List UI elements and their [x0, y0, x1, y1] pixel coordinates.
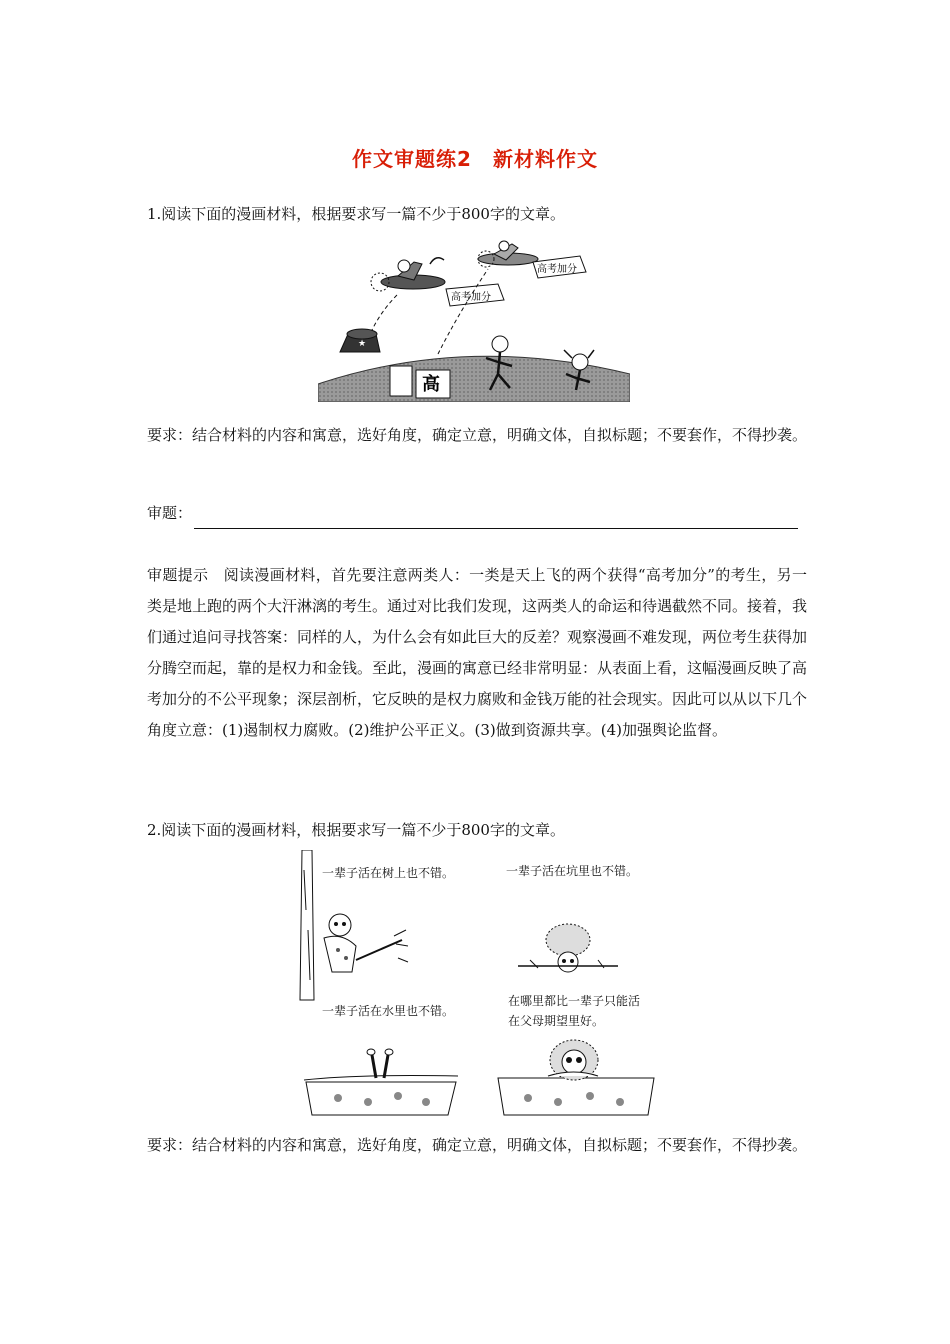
- blank-answer-line[interactable]: [194, 506, 798, 529]
- plane-left-icon: [371, 258, 445, 291]
- question-2-requirement: 要求：结合材料的内容和寓意，选好角度，确定立意，明确文体，自拟标题；不要套作，不得抄袭。: [147, 1136, 808, 1154]
- question-1-requirement: 要求：结合材料的内容和寓意，选好角度，确定立意，明确文体，自拟标题；不要套作，不得抄袭。: [147, 426, 808, 444]
- banner-left-label: 高考加分: [451, 292, 491, 303]
- caption-tree: 一辈子活在树上也不错。: [322, 866, 455, 880]
- question-2-prompt: 2.阅读下面的漫画材料，根据要求写一篇不少于800字的文章。: [147, 821, 565, 839]
- caption-pit: 一辈子活在坑里也不错。: [506, 864, 639, 878]
- question-1-prompt: 1.阅读下面的漫画材料，根据要求写一篇不少于800字的文章。: [147, 205, 565, 223]
- shenti-answer-line: [147, 498, 807, 529]
- svg-text:★: ★: [358, 339, 367, 349]
- caption-water: 一辈子活在水里也不错。: [322, 1004, 455, 1018]
- bathtub-feet-icon: [304, 1049, 458, 1115]
- cartoon-four-panels: [298, 850, 658, 1122]
- shenti-label: 审题：: [147, 504, 193, 522]
- cartoon-exam-bonus: [318, 234, 630, 402]
- caption-last-line-2: 在父母期望里好。: [508, 1014, 605, 1028]
- sign-gao: 高: [422, 374, 440, 395]
- banner-right-label: 高考加分: [537, 264, 577, 275]
- plane-right-icon: [478, 241, 538, 267]
- question-1-hint: 审题提示 阅读漫画材料，首先要注意两类人：一类是天上飞的两个获得“高考加分”的考生，另一类是地上跑的两个大汗淋漓的考生。通过对比我们发现，这两类人的命运和待遇截然不同。接着，我们通过追问寻找答案：同样的人，为什么会有如此巨大的反差？观察漫画不难发现，两位考生获得加分腾空而起，靠的是权力和金钱。至此，漫画的寓意已经非常明显：从表面上看，这幅漫画反映了高考加分的不公平现象；深层剖析，它反映的是权力腐败和金钱万能的社会现实。因此可以从以下几个角度立意：(1)遏制权力腐败。(2)维护公平正义。(3)做到资源共享。(4)加强舆论监督。: [147, 566, 808, 739]
- bathtub-child-icon: [498, 1040, 654, 1115]
- page-title: 作文审题练2 新材料作文: [352, 147, 598, 171]
- caption-last-line-1: 在哪里都比一辈子只能活: [508, 994, 641, 1008]
- pit-child-icon: [518, 924, 618, 972]
